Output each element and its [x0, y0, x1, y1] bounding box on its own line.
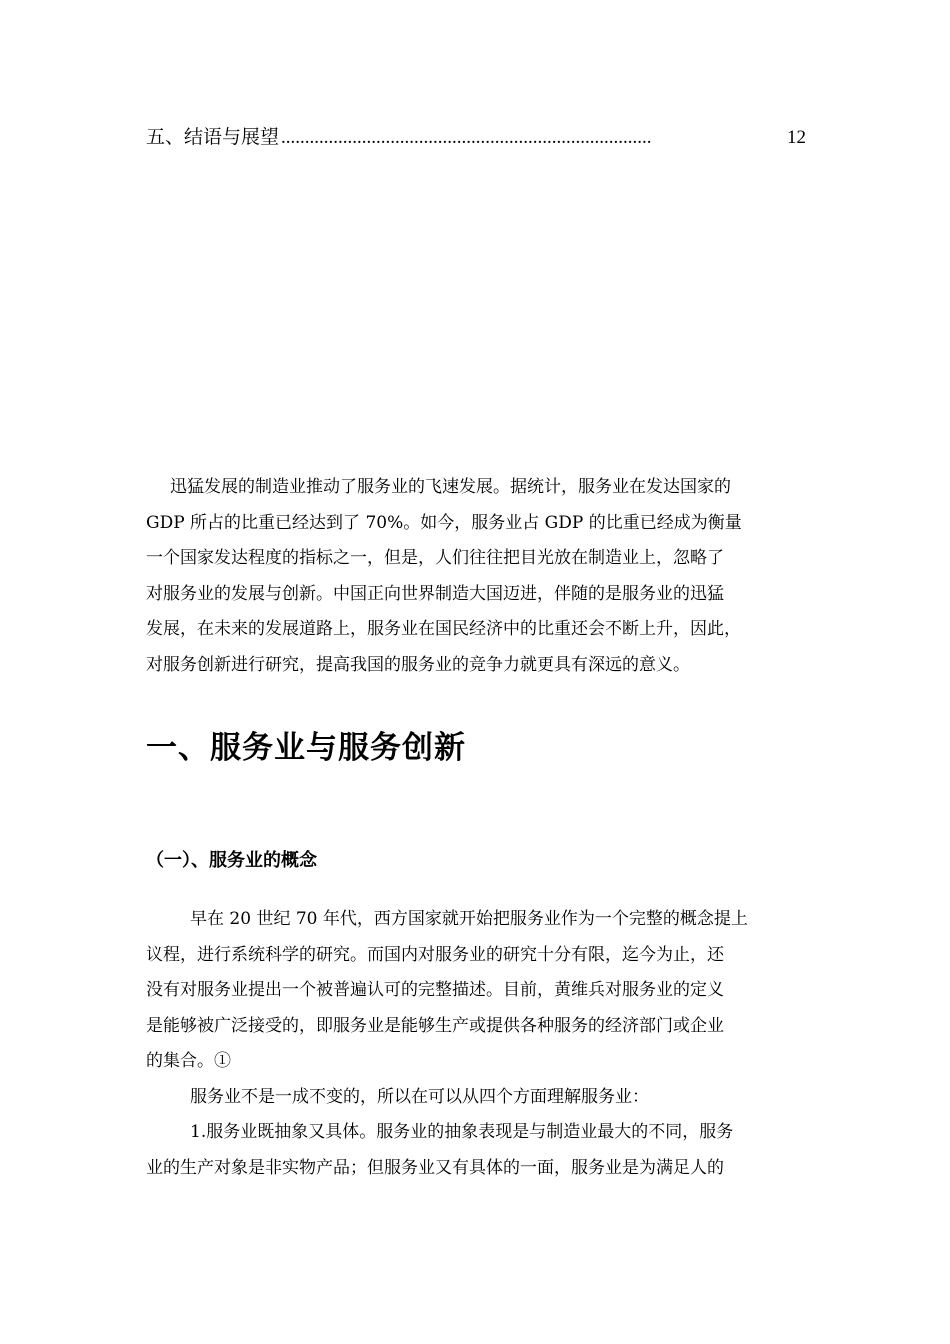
body-text — [146, 902, 806, 1186]
body-line: 1.服务业既抽象又具体。服务业的抽象表现是与制造业最大的不同，服务 — [190, 1122, 734, 1142]
intro-line: GDP 所占的比重已经达到了 70%。如今，服务业占 GDP 的比重已经成为衡量 — [146, 512, 742, 533]
section-heading: 一、服务业与服务创新 — [146, 730, 466, 766]
intro-line: 发展，在未来的发展道路上，服务业在国民经济中的比重还会不断上升，因此， — [146, 619, 741, 639]
intro-paragraph — [146, 470, 818, 683]
body-line: 议程，进行系统科学的研究。而国内对服务业的研究十分有限，迄今为止，还 — [146, 944, 724, 965]
body-line: 没有对服务业提出一个被普遍认可的完整描述。目前，黄维兵对服务业的定义 — [146, 980, 724, 1000]
body-line: 的集合。① — [146, 1051, 231, 1071]
intro-line: 对服务创新进行研究，提高我国的服务业的竞争力就更具有深远的意义。 — [146, 654, 690, 675]
subsection-heading: （一）、服务业的概念 — [146, 850, 317, 871]
body-line: 早在 20 世纪 70 年代，西方国家就开始把服务业作为一个完整的概念提上 — [190, 909, 748, 929]
body-line: 业的生产对象是非实物产品；但服务业又有具体的一面，服务业是为满足人的 — [146, 1157, 724, 1178]
toc-dot-leader: .............................................................................. — [281, 127, 652, 148]
intro-line: 迅猛发展的制造业推动了服务业的飞速发展。据统计，服务业在发达国家的 — [170, 477, 731, 497]
intro-line: 对服务业的发展与创新。中国正向世界制造大国迈进，伴随的是服务业的迅猛 — [146, 583, 724, 604]
intro-line: 一个国家发达程度的指标之一，但是，人们往往把目光放在制造业上，忽略了 — [146, 548, 724, 568]
toc-entry-label: 五、结语与展望 — [146, 126, 280, 148]
toc-page-number: 12 — [787, 127, 806, 148]
toc-entry[interactable] — [146, 122, 806, 149]
body-line: 是能够被广泛接受的，即服务业是能够生产或提供各种服务的经济部门或企业 — [146, 1015, 724, 1036]
body-line: 服务业不是一成不变的，所以在可以从四个方面理解服务业： — [190, 1086, 649, 1107]
